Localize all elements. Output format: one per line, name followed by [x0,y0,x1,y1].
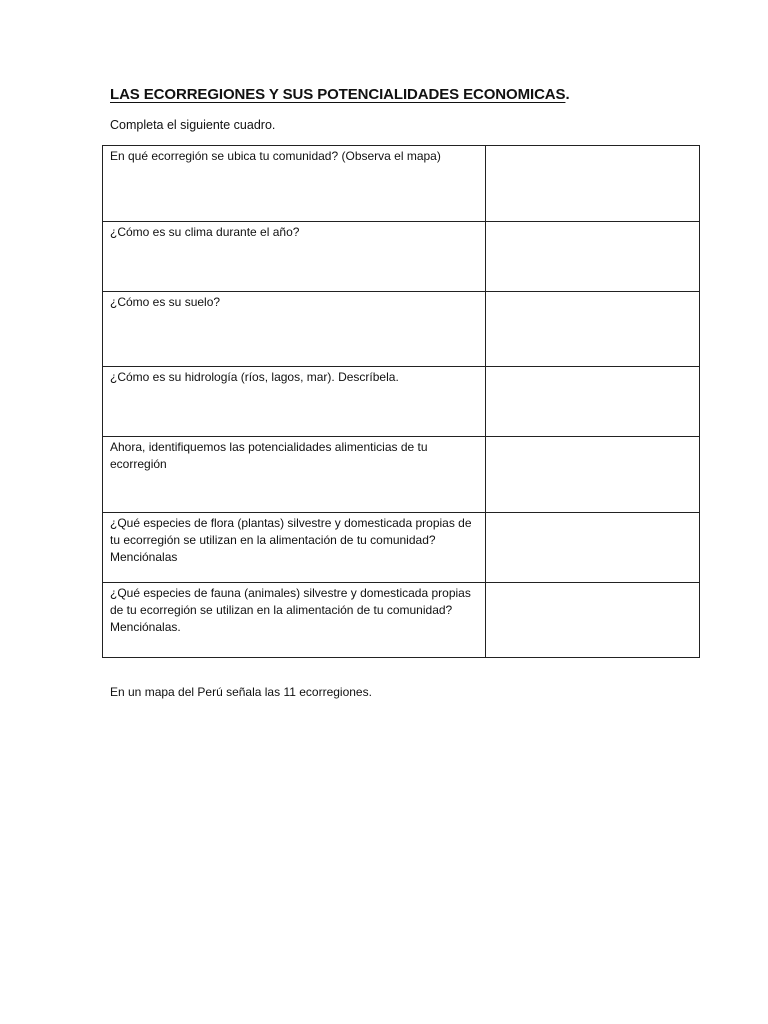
question-cell: ¿Cómo es su clima durante el año? [103,222,486,292]
answer-cell[interactable] [486,292,700,367]
table-row [103,367,700,437]
table-row [103,292,700,367]
answer-cell[interactable] [486,146,700,222]
question-cell: ¿Cómo es su hidrología (ríos, lagos, mar). Descríbela. [103,367,486,437]
document-title-text: LAS ECORREGIONES Y SUS POTENCIALIDADES ECONOMICAS [110,86,566,103]
document-title [110,86,570,103]
table-row [103,222,700,292]
question-cell: ¿Qué especies de fauna (animales) silvestre y domesticada propias de tu ecorregión se utilizan en la alimentación de tu comunidad? Menciónalas. [103,583,486,658]
answer-cell[interactable] [486,222,700,292]
document-title-punct: . [565,86,570,103]
table-row [103,146,700,222]
question-cell: ¿Cómo es su suelo? [103,292,486,367]
question-cell: Ahora, identifiquemos las potencialidades alimenticias de tu ecorregión [103,437,486,513]
answer-cell[interactable] [486,437,700,513]
question-cell: En qué ecorregión se ubica tu comunidad? (Observa el mapa) [103,146,486,222]
question-cell: ¿Qué especies de flora (plantas) silvestre y domesticada propias de tu ecorregión se utilizan en la alimentación de tu comunidad? Menciónalas [103,513,486,583]
answer-cell[interactable] [486,367,700,437]
table-row [103,513,700,583]
worksheet-table [102,145,700,658]
table-row [103,583,700,658]
table-row [103,437,700,513]
footer-instruction: En un mapa del Perú señala las 11 ecorregiones. [110,685,372,699]
answer-cell[interactable] [486,513,700,583]
instruction-text: Completa el siguiente cuadro. [110,118,276,132]
answer-cell[interactable] [486,583,700,658]
